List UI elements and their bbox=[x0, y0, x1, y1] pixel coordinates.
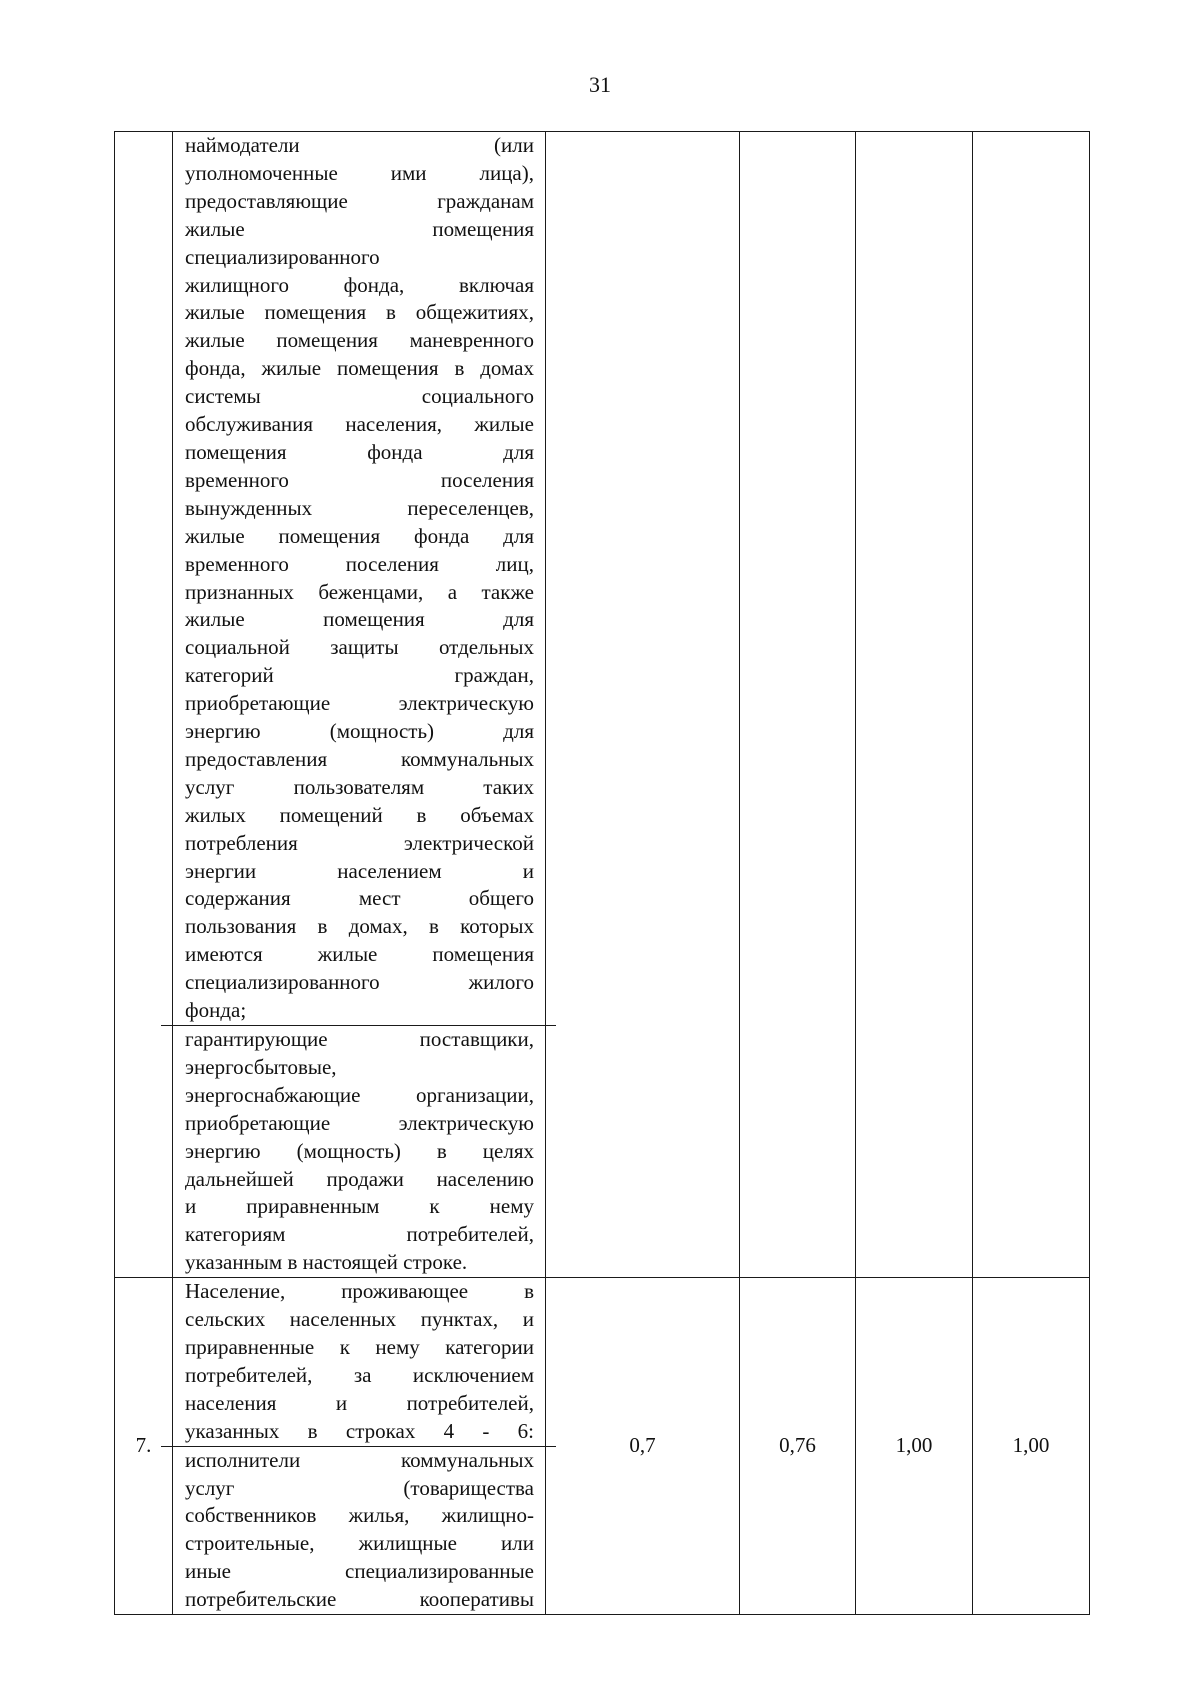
table-row-continuation bbox=[115, 132, 1090, 1278]
description-cell bbox=[173, 132, 546, 1278]
description-line: временного поселения bbox=[185, 467, 534, 492]
description-line: категориям потребителей, bbox=[185, 1222, 534, 1247]
description-line: социальной защиты отдельных bbox=[185, 635, 534, 660]
description-line: содержания мест общего bbox=[185, 886, 534, 911]
description-line: дальнейшей продажи населению bbox=[185, 1166, 534, 1191]
table-row-7 bbox=[115, 1278, 1090, 1615]
value-cell-2 bbox=[740, 132, 856, 1278]
description-line: потребительские кооперативы bbox=[185, 1587, 534, 1612]
description-line: энергоснабжающие организации, bbox=[185, 1082, 534, 1107]
description-line: энергию (мощность) для bbox=[185, 719, 534, 744]
description-line: помещения фонда для bbox=[185, 439, 534, 464]
row-number-cell bbox=[115, 132, 173, 1278]
description-line: фонда; bbox=[185, 998, 247, 1023]
description-line: предоставляющие гражданам bbox=[185, 188, 534, 213]
description-line: предоставления коммунальных bbox=[185, 746, 534, 771]
description-line: энергии населением и bbox=[185, 858, 534, 883]
tariff-table bbox=[114, 131, 1090, 1615]
description-line: жилые помещения bbox=[185, 216, 534, 241]
description-line: потребления электрической bbox=[185, 830, 534, 855]
description-line: энергию (мощность) в целях bbox=[185, 1138, 534, 1163]
description-line: приобретающие электрическую bbox=[185, 691, 534, 716]
description-line: имеются жилые помещения bbox=[185, 942, 534, 967]
description-line: системы социального bbox=[185, 384, 534, 409]
description-cell bbox=[173, 1278, 546, 1615]
description-line: жилые помещения для bbox=[185, 607, 534, 632]
value-cell-4: 1,00 bbox=[973, 1278, 1090, 1615]
description-line: гарантирующие поставщики, bbox=[185, 1027, 534, 1051]
description-line: собственников жилья, жилищно- bbox=[185, 1503, 534, 1528]
description-line: наймодатели (или bbox=[185, 133, 534, 157]
value-cell-2: 0,76 bbox=[740, 1278, 856, 1615]
description-line: категорий граждан, bbox=[185, 663, 534, 688]
description-line: энергосбытовые, bbox=[185, 1054, 337, 1079]
description-line: Население, проживающее в bbox=[185, 1279, 534, 1304]
description-line: фонда, жилые помещения в домах bbox=[185, 356, 534, 381]
description-line: иные специализированные bbox=[185, 1559, 534, 1584]
description-line: строительные, жилищные или bbox=[185, 1531, 534, 1556]
description-line: вынужденных переселенцев, bbox=[185, 495, 534, 520]
description-line: специализированного жилого bbox=[185, 970, 534, 995]
description-block-1 bbox=[173, 132, 545, 1025]
value-cell-1 bbox=[546, 132, 740, 1278]
description-block-2 bbox=[173, 1447, 545, 1614]
description-line: пользования в домах, в которых bbox=[185, 914, 534, 939]
description-line: приобретающие электрическую bbox=[185, 1110, 534, 1135]
description-line: исполнители коммунальных bbox=[185, 1447, 534, 1472]
description-line: услуг пользователям таких bbox=[185, 774, 534, 799]
description-line: уполномоченные ими лица), bbox=[185, 160, 534, 185]
description-line: населения и потребителей, bbox=[185, 1390, 534, 1415]
description-line: временного поселения лиц, bbox=[185, 551, 534, 576]
description-line: указанным в настоящей строке. bbox=[185, 1250, 468, 1275]
description-line: указанных в строках 4 - 6: bbox=[185, 1418, 534, 1443]
description-block-2 bbox=[173, 1026, 545, 1277]
description-line: жилые помещения фонда для bbox=[185, 523, 534, 548]
description-line: потребителей, за исключением bbox=[185, 1362, 534, 1387]
description-line: жилых помещений в объемах bbox=[185, 802, 534, 827]
description-line: жилищного фонда, включая bbox=[185, 272, 534, 297]
description-line: и приравненным к нему bbox=[185, 1194, 534, 1219]
page-number: 31 bbox=[589, 72, 611, 97]
description-line: жилые помещения маневренного bbox=[185, 328, 534, 353]
description-line: признанных беженцами, а также bbox=[185, 579, 534, 604]
value-cell-3: 1,00 bbox=[856, 1278, 973, 1615]
description-line: услуг (товарищества bbox=[185, 1475, 534, 1500]
value-cell-4 bbox=[973, 132, 1090, 1278]
description-line: приравненные к нему категории bbox=[185, 1334, 534, 1359]
description-line: сельских населенных пунктах, и bbox=[185, 1307, 534, 1332]
description-line: специализированного bbox=[185, 244, 380, 269]
value-cell-3 bbox=[856, 132, 973, 1278]
value-cell-1: 0,7 bbox=[546, 1278, 740, 1615]
row-number-cell: 7. bbox=[115, 1278, 173, 1615]
description-block-1 bbox=[173, 1278, 545, 1445]
description-line: обслуживания населения, жилые bbox=[185, 412, 534, 437]
description-line: жилые помещения в общежитиях, bbox=[185, 300, 534, 325]
